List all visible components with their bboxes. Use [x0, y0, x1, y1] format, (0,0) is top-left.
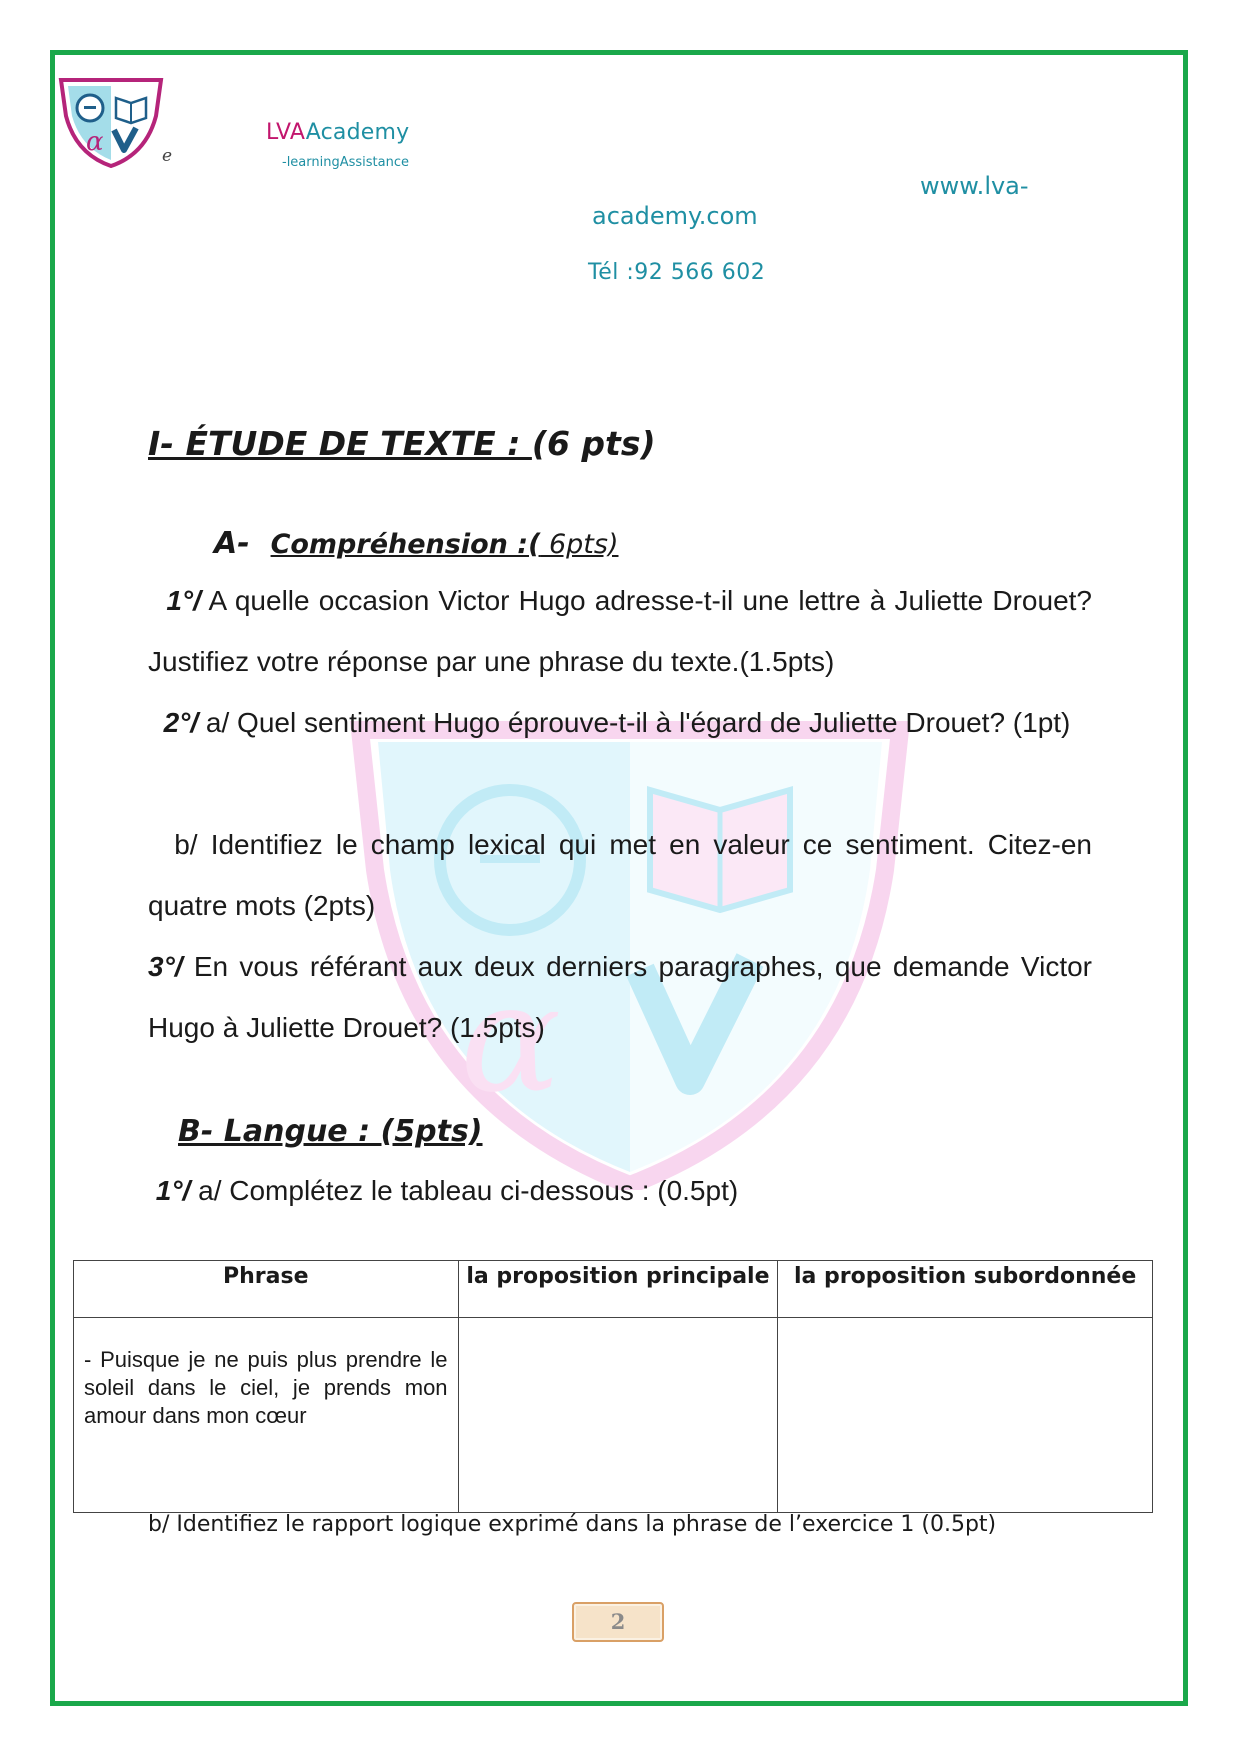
question-2b: [148, 814, 1092, 936]
lva-logo-icon: [56, 76, 166, 168]
table-cell-subordonnee-answer[interactable]: [778, 1318, 1153, 1513]
question-number: 1°/: [166, 585, 201, 616]
svg-text:α: α: [460, 952, 562, 1126]
question-b-logic: b/ Identifiez le rapport logique exprimé dans la phrase de l’exercice 1 (0.5pt): [148, 1512, 997, 1537]
question-text: a/ Complétez le tableau ci-dessous : (0.5pt): [190, 1175, 739, 1206]
svg-text:α: α: [86, 127, 104, 157]
question-text: b/ Identifiez le champ lexical qui met en valeur ce sentiment. Citez-en quatre mots (2pts): [148, 829, 1092, 921]
question-text: En vous référant aux deux derniers paragraphes, que demande Victor Hugo à Juliette Drouet? (1.5pts): [148, 951, 1092, 1043]
question-3: [148, 936, 1092, 1058]
question-number: 1°/: [155, 1175, 191, 1206]
section-title-main: I- ÉTUDE DE TEXTE :: [148, 424, 532, 463]
table-header-row: [74, 1261, 1153, 1318]
question-text: a/ Quel sentiment Hugo éprouve-t-il à l'égard de Juliette Drouet? (1pt): [198, 707, 1071, 738]
brand-academy: Academy: [305, 120, 410, 145]
table-row: [74, 1318, 1153, 1513]
question-2a: [148, 692, 1092, 753]
question-number: 2°/: [163, 707, 199, 738]
table-header-subordonnee: la proposition subordonnée: [778, 1261, 1153, 1318]
brand-tagline: -learningAssistance: [282, 155, 409, 170]
brand-name: [266, 120, 409, 145]
table-header-principale: la proposition principale: [458, 1261, 778, 1318]
section-title-points: (6 pts): [531, 424, 656, 463]
website-line1[interactable]: www.lva-: [920, 172, 1029, 200]
question-text: A quelle occasion Victor Hugo adresse-t-il une lettre à Juliette Drouet? Justifiez votre réponse par une phrase du texte.(1.5pts): [148, 585, 1092, 677]
brand-lva: LVA: [266, 120, 306, 145]
subsection-a-title: [214, 526, 619, 561]
website-line2[interactable]: academy.com: [592, 202, 758, 230]
page-number: 2: [572, 1602, 664, 1642]
subsection-a-points: 6pts): [540, 529, 619, 560]
exercise-table: [73, 1260, 1153, 1513]
subsection-b-title: B- Langue : (5pts): [178, 1114, 483, 1149]
question-b1: [148, 1160, 1092, 1221]
question-number: 3°/: [148, 951, 183, 982]
phone-number: Tél :92 566 602: [588, 260, 766, 285]
table-cell-phrase: - Puisque je ne puis plus prendre le soleil dans le ciel, je prends mon amour dans mon cœur: [74, 1318, 459, 1513]
table-header-phrase: Phrase: [74, 1261, 459, 1318]
logo-letter: e: [162, 146, 173, 166]
section-title: [148, 424, 656, 463]
table-cell-principale-answer[interactable]: [458, 1318, 778, 1513]
question-1: [148, 570, 1092, 692]
subsection-a-label: Compréhension :(: [270, 529, 541, 560]
subsection-a-letter: A-: [214, 526, 250, 561]
